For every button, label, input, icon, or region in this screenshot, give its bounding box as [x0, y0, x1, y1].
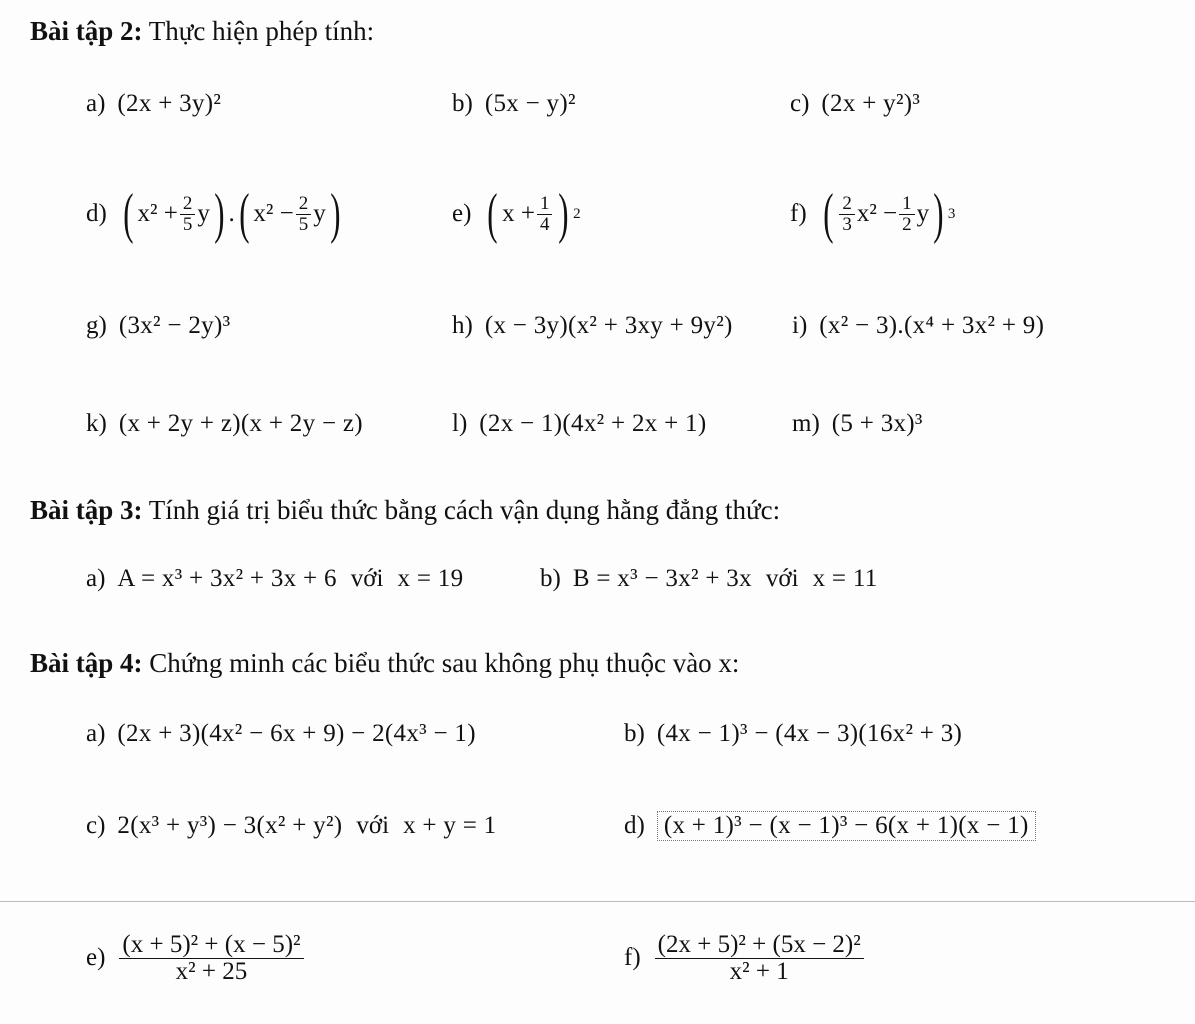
expr-part: x² −: [856, 200, 898, 227]
fraction: [899, 194, 915, 235]
item-expression: (2x − 1)(4x² + 2x + 1): [479, 410, 707, 437]
exercise-2-heading: [30, 14, 374, 48]
expr-part: x² −: [253, 200, 294, 227]
exercise-3-prefix: Bài tập 3:: [30, 495, 143, 525]
expr-part: y: [197, 200, 210, 227]
ex2-item-f: [790, 178, 955, 250]
item-label: c): [790, 90, 810, 117]
item-expression: A = x³ + 3x² + 3x + 6: [117, 565, 337, 592]
exercise-3-heading: [30, 493, 780, 527]
ex4-item-a: [86, 698, 476, 770]
denominator: 3: [842, 213, 852, 235]
item-label: k): [86, 410, 107, 437]
item-label: e): [86, 944, 106, 971]
item-label: b): [540, 565, 561, 592]
item-label: i): [792, 312, 808, 339]
close-paren: ): [558, 183, 569, 245]
condition: x + y = 1: [403, 812, 497, 839]
item-expression: 2(x³ + y³) − 3(x² + y²): [117, 812, 343, 839]
exponent: 2: [573, 205, 581, 222]
ex2-item-g: [86, 290, 230, 362]
fraction: [296, 194, 312, 235]
fraction: [180, 194, 196, 235]
exponent: 3: [947, 205, 956, 222]
ex2-item-b: [452, 68, 576, 140]
item-label: g): [86, 312, 107, 339]
exercise-2-title: Thực hiện phép tính:: [142, 16, 375, 46]
ex4-item-d: [624, 790, 1036, 862]
exercise-4-prefix: Bài tập 4:: [30, 648, 143, 678]
ex3-item-b: [540, 543, 878, 615]
exercise-3-title: Tính giá trị biểu thức bằng cách vận dụng hằng đẳng thức:: [142, 495, 781, 525]
item-label: b): [624, 720, 645, 747]
denominator: 2: [902, 213, 912, 235]
item-expression: (x + 1)³ − (x − 1)³ − 6(x + 1)(x − 1): [657, 811, 1036, 841]
ex2-item-l: [452, 388, 706, 460]
item-label: h): [452, 312, 473, 339]
numerator: 1: [899, 194, 915, 215]
item-label: a): [86, 90, 106, 117]
item-label: m): [792, 410, 820, 437]
exercise-4-heading: [30, 646, 739, 680]
item-label: f): [790, 200, 807, 227]
item-expression: (4x − 1)³ − (4x − 3)(16x² + 3): [656, 720, 963, 747]
item-expression: (2x + 3)(4x² − 6x + 9) − 2(4x³ − 1): [117, 720, 476, 747]
expr-part: x² +: [137, 200, 178, 227]
ex2-item-m: [792, 388, 923, 460]
open-paren: (: [123, 183, 134, 245]
ex2-item-c: [790, 68, 920, 140]
exercise-2-prefix: Bài tập 2:: [30, 16, 143, 46]
expr-part: y: [916, 200, 930, 227]
ex2-item-e: [452, 178, 581, 250]
item-expression: (x + 2y + z)(x + 2y − z): [118, 410, 363, 437]
condition-word: với: [350, 565, 384, 592]
ex2-item-d: [86, 178, 344, 250]
open-paren: (: [487, 183, 498, 245]
close-paren: ): [329, 183, 341, 245]
item-label: f): [624, 944, 641, 971]
item-label: d): [624, 812, 645, 839]
expr-part: x +: [502, 200, 535, 227]
ex2-item-a: [86, 68, 221, 140]
fraction: [655, 932, 864, 985]
numerator: (2x + 5)² + (5x − 2)²: [655, 932, 864, 959]
item-label: b): [452, 90, 473, 117]
numerator: 1: [537, 194, 553, 215]
close-paren: ): [933, 183, 944, 245]
denominator: 5: [182, 213, 193, 235]
exercise-4-title: Chứng minh các biểu thức sau không phụ thuộc vào x:: [142, 648, 740, 678]
fraction: [119, 932, 303, 985]
expr-part: y: [313, 200, 326, 227]
item-expression: (2x + 3y)²: [117, 90, 222, 117]
ex2-item-k: [86, 388, 363, 460]
item-expression: (3x² − 2y)³: [118, 312, 231, 339]
item-label: a): [86, 720, 106, 747]
item-expression: (2x + y²)³: [821, 90, 921, 117]
condition-word: với: [356, 812, 390, 839]
item-label: l): [452, 410, 468, 437]
denominator: x² + 25: [175, 957, 248, 985]
ex3-item-a: [86, 543, 463, 615]
numerator: 2: [839, 194, 855, 215]
item-expression: (5 + 3x)³: [831, 410, 923, 437]
denominator: x² + 1: [729, 957, 789, 985]
ex4-item-c: [86, 790, 496, 862]
open-paren: (: [822, 183, 834, 245]
item-label: a): [86, 565, 106, 592]
condition: x = 19: [397, 565, 464, 592]
fraction: [537, 194, 553, 235]
fraction: [839, 194, 855, 235]
multiply-dot: .: [228, 200, 235, 227]
item-label: d): [86, 200, 107, 227]
condition-word: với: [765, 565, 799, 592]
item-expression: B = x³ − 3x² + 3x: [572, 565, 752, 592]
open-paren: (: [238, 183, 250, 245]
ex2-item-i: [792, 290, 1044, 362]
denominator: 4: [539, 213, 550, 235]
condition: x = 11: [812, 565, 878, 592]
ex4-item-b: [624, 698, 962, 770]
item-expression: (5x − y)²: [484, 90, 576, 117]
ex2-item-h: [452, 290, 733, 362]
ex4-item-e: [86, 918, 306, 998]
numerator: 2: [296, 194, 312, 215]
denominator: 5: [298, 213, 309, 235]
item-label: c): [86, 812, 106, 839]
ex4-item-f: [624, 918, 866, 998]
item-label: e): [452, 200, 472, 227]
numerator: (x + 5)² + (x − 5)²: [119, 932, 303, 959]
numerator: 2: [180, 194, 196, 215]
item-expression: (x² − 3).(x⁴ + 3x² + 9): [819, 312, 1045, 339]
divider-line: [0, 901, 1195, 902]
close-paren: ): [214, 183, 225, 245]
item-expression: (x − 3y)(x² + 3xy + 9y²): [484, 312, 733, 339]
